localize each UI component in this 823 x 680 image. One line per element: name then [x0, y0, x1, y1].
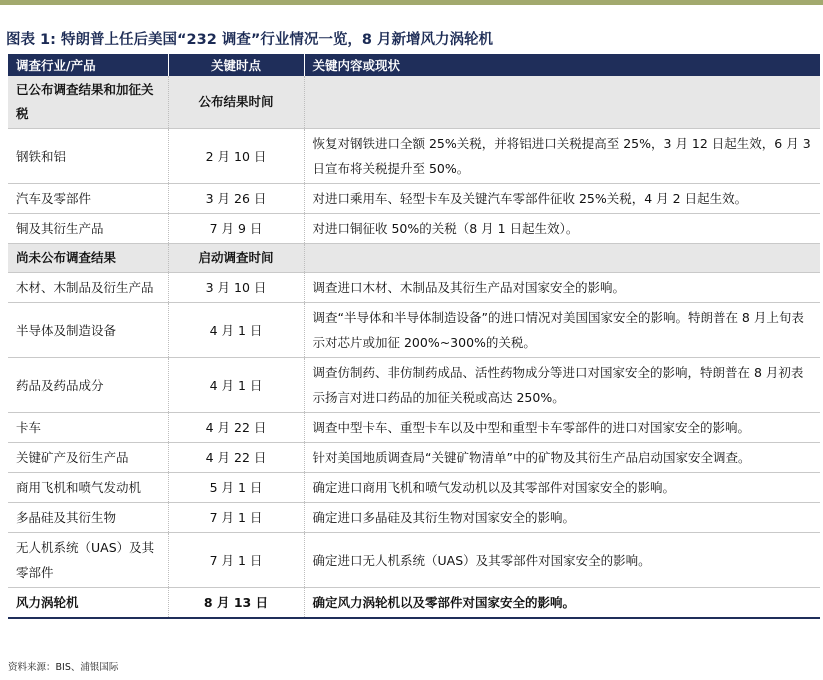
date-cell: 2 月 10 日: [168, 129, 304, 184]
industry-cell: 汽车及零部件: [8, 184, 168, 214]
section-label: 已公布调查结果和加征关税: [8, 76, 168, 129]
industry-cell: 卡车: [8, 413, 168, 443]
content-cell: 确定风力涡轮机以及零部件对国家安全的影响。: [304, 588, 820, 619]
table-row: [8, 214, 820, 244]
content-cell: 对进口乘用车、轻型卡车及关键汽车零部件征收 25%关税，4 月 2 日起生效。: [304, 184, 820, 214]
section-empty-cell: [304, 244, 820, 273]
date-cell: 5 月 1 日: [168, 473, 304, 503]
content-cell: 确定进口无人机系统（UAS）及其零部件对国家安全的影响。: [304, 533, 820, 588]
section-row-published: [8, 76, 820, 129]
header-industry: 调查行业/产品: [8, 54, 168, 76]
industry-cell: 铜及其衍生产品: [8, 214, 168, 244]
date-cell: 4 月 22 日: [168, 413, 304, 443]
header-time: 关键时点: [168, 54, 304, 76]
content-cell: 确定进口商用飞机和喷气发动机以及其零部件对国家安全的影响。: [304, 473, 820, 503]
figure-tag: 图表 1:: [6, 32, 56, 48]
table-row: [8, 503, 820, 533]
industry-cell: 半导体及制造设备: [8, 303, 168, 358]
industry-cell: 无人机系统（UAS）及其零部件: [8, 533, 168, 588]
top-rule: [0, 0, 823, 5]
table-row: [8, 129, 820, 184]
section-time-label: 公布结果时间: [168, 76, 304, 129]
date-cell: 4 月 22 日: [168, 443, 304, 473]
content-cell: 恢复对钢铁进口全额 25%关税，并将铝进口关税提高至 25%，3 月 12 日起生效，6 月 3 日宣布将关税提升至 50%。: [304, 129, 820, 184]
date-cell: 3 月 10 日: [168, 273, 304, 303]
table-row: [8, 358, 820, 413]
section-time-label: 启动调查时间: [168, 244, 304, 273]
industry-cell: 关键矿产及衍生产品: [8, 443, 168, 473]
table-header-row: [8, 54, 820, 76]
date-cell: 4 月 1 日: [168, 358, 304, 413]
table-row-highlight: [8, 588, 820, 619]
date-cell: 7 月 9 日: [168, 214, 304, 244]
header-content: 关键内容或现状: [304, 54, 820, 76]
table-row: [8, 184, 820, 214]
table-row: [8, 473, 820, 503]
figure-title-text: 特朗普上任后美国“232 调查”行业情况一览，8 月新增风力涡轮机: [61, 32, 494, 48]
date-cell: 3 月 26 日: [168, 184, 304, 214]
industry-cell: 木材、木制品及衍生产品: [8, 273, 168, 303]
section-empty-cell: [304, 76, 820, 129]
date-cell: 8 月 13 日: [168, 588, 304, 619]
date-cell: 4 月 1 日: [168, 303, 304, 358]
table-row: [8, 413, 820, 443]
tariff-table: [8, 54, 821, 619]
industry-cell: 多晶硅及其衍生物: [8, 503, 168, 533]
content-cell: 调查“半导体和半导体制造设备”的进口情况对美国国家安全的影响。特朗普在 8 月上旬表示对芯片或加征 200%~300%的关税。: [304, 303, 820, 358]
content-cell: 对进口铜征收 50%的关税（8 月 1 日起生效）。: [304, 214, 820, 244]
industry-cell: 钢铁和铝: [8, 129, 168, 184]
table-row: [8, 273, 820, 303]
content-cell: 调查仿制药、非仿制药成品、活性药物成分等进口对国家安全的影响，特朗普在 8 月初表示扬言对进口药品的加征关税或高达 250%。: [304, 358, 820, 413]
figure-title: [6, 28, 493, 49]
industry-cell: 商用飞机和喷气发动机: [8, 473, 168, 503]
content-cell: 调查中型卡车、重型卡车以及中型和重型卡车零部件的进口对国家安全的影响。: [304, 413, 820, 443]
content-cell: 确定进口多晶硅及其衍生物对国家安全的影响。: [304, 503, 820, 533]
table-row: [8, 303, 820, 358]
content-cell: 调查进口木材、木制品及其衍生产品对国家安全的影响。: [304, 273, 820, 303]
industry-cell: 药品及药品成分: [8, 358, 168, 413]
content-cell: 针对美国地质调查局“关键矿物清单”中的矿物及其衍生产品启动国家安全调查。: [304, 443, 820, 473]
table-row: [8, 533, 820, 588]
industry-cell: 风力涡轮机: [8, 588, 168, 619]
date-cell: 7 月 1 日: [168, 503, 304, 533]
section-label: 尚未公布调查结果: [8, 244, 168, 273]
table-row: [8, 443, 820, 473]
section-row-pending: [8, 244, 820, 273]
date-cell: 7 月 1 日: [168, 533, 304, 588]
source-note: 资料来源：BIS、浦银国际: [8, 662, 119, 673]
